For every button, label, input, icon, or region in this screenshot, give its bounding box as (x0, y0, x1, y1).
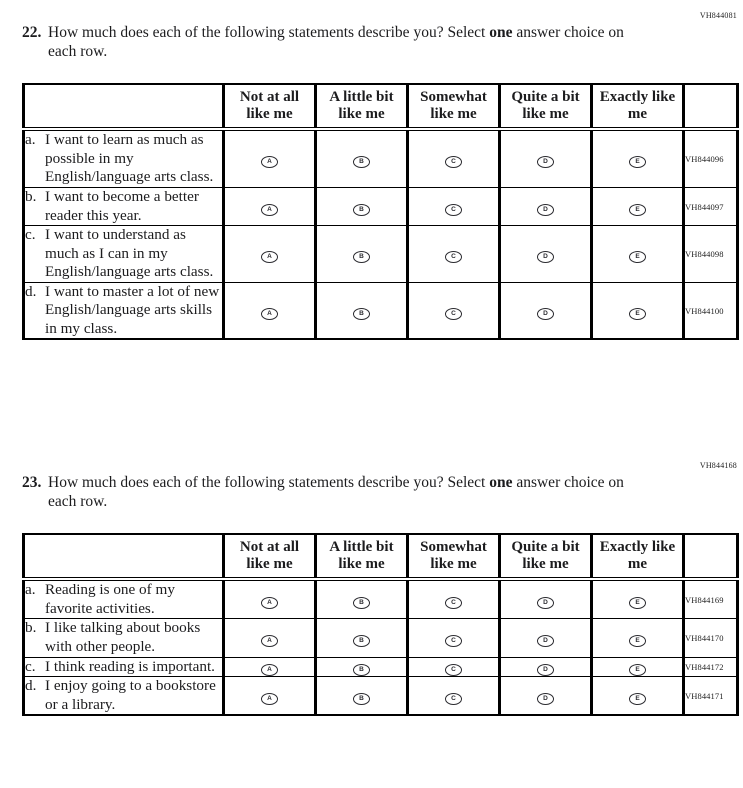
code-column-header (684, 534, 738, 580)
statement-row (24, 677, 738, 716)
answer-bubble-e[interactable]: E (629, 156, 646, 168)
option-cell (592, 619, 684, 657)
option-cell (224, 226, 316, 283)
option-cell (408, 619, 500, 657)
question-23-block (22, 460, 737, 716)
column-header: Somewhat like me (408, 534, 500, 580)
option-cell (500, 619, 592, 657)
statement-row (24, 657, 738, 677)
answer-bubble-d[interactable]: D (537, 156, 554, 168)
statement-cell (24, 657, 224, 677)
option-cell (224, 677, 316, 716)
statement-text: I want to master a lot of new English/language arts skills in my class. (45, 282, 220, 337)
header-row (24, 534, 738, 580)
statement-text: I want to understand as much as I can in my English/language arts class. (45, 226, 214, 281)
question-prompt (22, 23, 737, 62)
option-cell (224, 619, 316, 657)
question-accession-code: VH844081 (699, 11, 737, 20)
statement-row (24, 129, 738, 187)
question-prompt (22, 473, 737, 512)
statement-text: I like talking about books with other people. (45, 619, 201, 655)
answer-bubble-e[interactable]: E (629, 693, 646, 705)
answer-bubble-d[interactable]: D (537, 597, 554, 609)
option-cell (316, 129, 408, 187)
answer-bubble-a[interactable]: A (261, 251, 278, 263)
option-cell (224, 282, 316, 339)
answer-bubble-d[interactable]: D (537, 635, 554, 647)
answer-bubble-a[interactable]: A (261, 693, 278, 705)
column-header: A little bit like me (316, 534, 408, 580)
row-accession-code: VH844170 (684, 619, 738, 657)
answer-bubble-b[interactable]: B (353, 156, 370, 168)
option-cell (500, 187, 592, 225)
answer-bubble-a[interactable]: A (261, 156, 278, 168)
option-cell (316, 677, 408, 716)
question-text: How much does each of the following statements describe you? Select one answer choice on each row. (48, 474, 624, 511)
answer-bubble-e[interactable]: E (629, 635, 646, 647)
option-cell (316, 187, 408, 225)
statement-row (24, 619, 738, 657)
column-header: Exactly like me (592, 84, 684, 130)
answer-bubble-a[interactable]: A (261, 308, 278, 320)
option-cell (592, 657, 684, 677)
column-header: Quite a bit like me (500, 84, 592, 130)
answer-grid-body (24, 129, 738, 339)
answer-bubble-c[interactable]: C (445, 664, 462, 676)
question-accession-code: VH844168 (699, 461, 737, 470)
option-cell (500, 226, 592, 283)
statement-letter: b. (25, 619, 37, 637)
question-number: 23. (22, 474, 42, 491)
option-cell (408, 677, 500, 716)
statement-cell (24, 619, 224, 657)
answer-bubble-c[interactable]: C (445, 156, 462, 168)
statement-cell (24, 579, 224, 619)
answer-bubble-e[interactable]: E (629, 597, 646, 609)
option-cell (224, 187, 316, 225)
statement-letter: d. (25, 677, 37, 695)
statement-row (24, 226, 738, 283)
answer-bubble-c[interactable]: C (445, 597, 462, 609)
row-accession-code: VH844098 (684, 226, 738, 283)
answer-bubble-d[interactable]: D (537, 693, 554, 705)
answer-bubble-a[interactable]: A (261, 597, 278, 609)
row-accession-code: VH844097 (684, 187, 738, 225)
statement-text: I want to become a better reader this year. (45, 187, 199, 224)
answer-bubble-d[interactable]: D (537, 664, 554, 676)
answer-bubble-c[interactable]: C (445, 251, 462, 263)
answer-grid-body (24, 579, 738, 715)
option-cell (224, 579, 316, 619)
answer-bubble-b[interactable]: B (353, 693, 370, 705)
option-cell (316, 619, 408, 657)
option-cell (592, 282, 684, 339)
option-cell (224, 657, 316, 677)
option-cell (408, 187, 500, 225)
statement-text: I think reading is important. (45, 657, 215, 675)
answer-bubble-d[interactable]: D (537, 204, 554, 216)
column-header: Not at all like me (224, 534, 316, 580)
statement-row (24, 187, 738, 225)
answer-grid (22, 533, 739, 716)
row-accession-code: VH844172 (684, 657, 738, 677)
statement-text: I enjoy going to a bookstore or a library. (45, 677, 216, 713)
answer-bubble-a[interactable]: A (261, 204, 278, 216)
answer-bubble-b[interactable]: B (353, 664, 370, 676)
answer-bubble-c[interactable]: C (445, 308, 462, 320)
answer-bubble-c[interactable]: C (445, 693, 462, 705)
statement-row (24, 579, 738, 619)
question-text: How much does each of the following statements describe you? Select one answer choice on each row. (48, 24, 624, 61)
option-cell (500, 129, 592, 187)
column-header: Quite a bit like me (500, 534, 592, 580)
statement-letter: a. (25, 131, 36, 149)
option-cell (500, 657, 592, 677)
statement-letter: c. (25, 226, 36, 244)
option-cell (408, 282, 500, 339)
column-header: Not at all like me (224, 84, 316, 130)
option-cell (408, 129, 500, 187)
answer-bubble-d[interactable]: D (537, 308, 554, 320)
column-header: Exactly like me (592, 534, 684, 580)
option-cell (408, 579, 500, 619)
answer-grid (22, 83, 739, 341)
statement-text: I want to learn as much as possible in my English/language arts class. (45, 131, 214, 186)
option-cell (500, 579, 592, 619)
option-cell (224, 129, 316, 187)
statement-letter: d. (25, 282, 37, 300)
statement-column-header (24, 84, 224, 130)
answer-bubble-b[interactable]: B (353, 204, 370, 216)
question-22-block (22, 10, 737, 340)
option-cell (500, 677, 592, 716)
option-cell (500, 282, 592, 339)
option-cell (316, 657, 408, 677)
answer-bubble-c[interactable]: C (445, 204, 462, 216)
option-cell (592, 129, 684, 187)
option-cell (408, 226, 500, 283)
answer-bubble-e[interactable]: E (629, 251, 646, 263)
answer-bubble-b[interactable]: B (353, 251, 370, 263)
option-cell (592, 677, 684, 716)
answer-bubble-e[interactable]: E (629, 204, 646, 216)
option-cell (408, 657, 500, 677)
statement-letter: c. (25, 657, 36, 675)
header-row (24, 84, 738, 130)
statement-text: Reading is one of my favorite activities. (45, 581, 175, 617)
answer-bubble-a[interactable]: A (261, 664, 278, 676)
column-header: Somewhat like me (408, 84, 500, 130)
answer-bubble-b[interactable]: B (353, 597, 370, 609)
option-cell (592, 187, 684, 225)
answer-bubble-c[interactable]: C (445, 635, 462, 647)
statement-letter: b. (25, 187, 37, 205)
statement-cell (24, 282, 224, 339)
statement-cell (24, 226, 224, 283)
row-accession-code: VH844169 (684, 579, 738, 619)
answer-bubble-a[interactable]: A (261, 635, 278, 647)
answer-bubble-b[interactable]: B (353, 635, 370, 647)
answer-bubble-e[interactable]: E (629, 308, 646, 320)
statement-letter: a. (25, 581, 36, 599)
answer-bubble-e[interactable]: E (629, 664, 646, 676)
statement-cell (24, 129, 224, 187)
option-cell (316, 226, 408, 283)
question-number: 22. (22, 24, 42, 41)
row-accession-code: VH844100 (684, 282, 738, 339)
answer-bubble-b[interactable]: B (353, 308, 370, 320)
option-cell (316, 579, 408, 619)
row-accession-code: VH844171 (684, 677, 738, 716)
code-column-header (684, 84, 738, 130)
statement-cell (24, 187, 224, 225)
answer-bubble-d[interactable]: D (537, 251, 554, 263)
statement-row (24, 282, 738, 339)
option-cell (592, 226, 684, 283)
option-cell (316, 282, 408, 339)
row-accession-code: VH844096 (684, 129, 738, 187)
statement-column-header (24, 534, 224, 580)
column-header: A little bit like me (316, 84, 408, 130)
option-cell (592, 579, 684, 619)
statement-cell (24, 677, 224, 716)
